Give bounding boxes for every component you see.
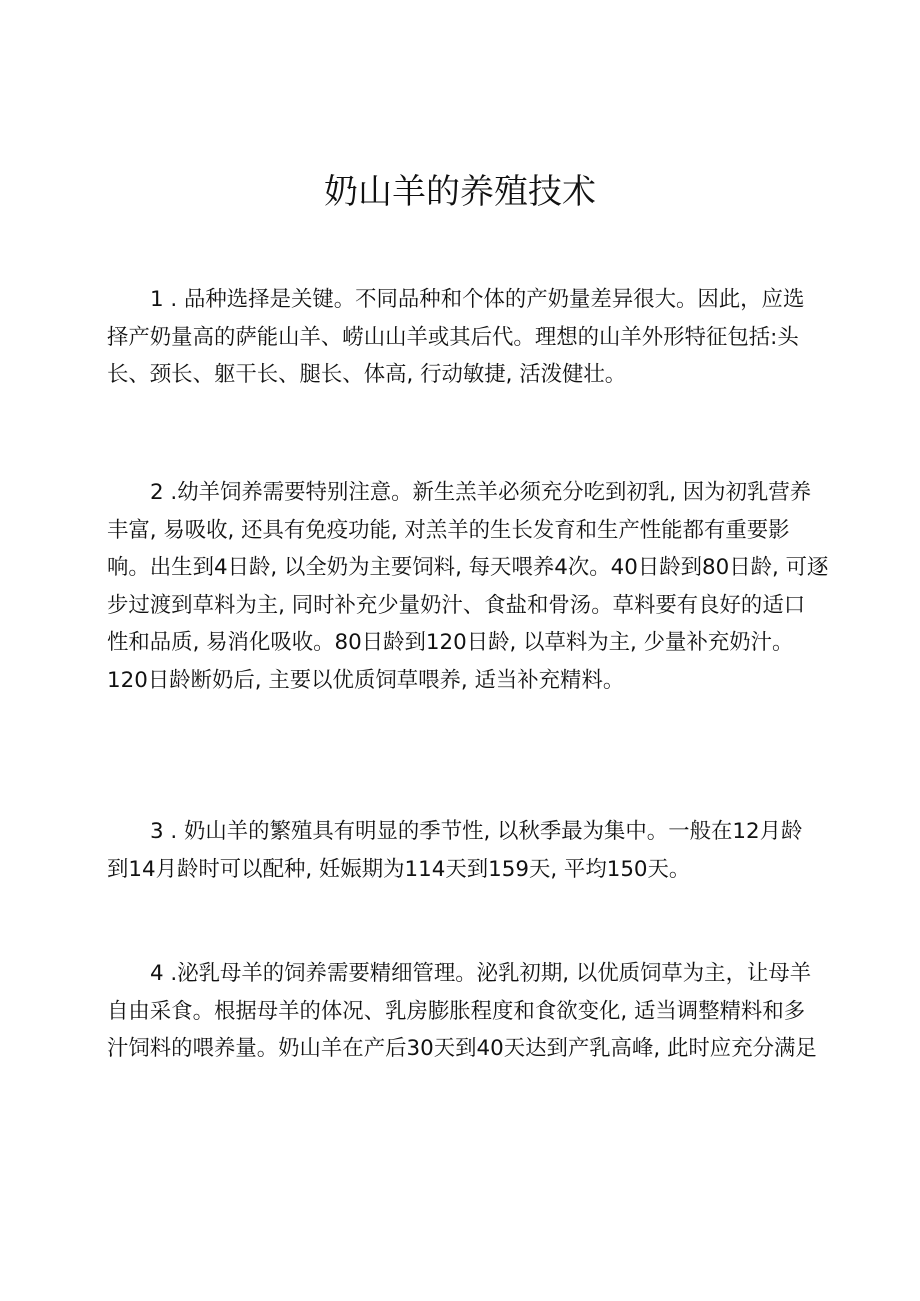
paragraph-3 bbox=[107, 813, 827, 888]
paragraph-2 bbox=[107, 474, 827, 699]
paragraph-line: 汁饲料的喂养量。奶山羊在产后30天到40天达到产乳高峰, 此时应充分满足 bbox=[107, 1036, 817, 1061]
document-title: 奶山羊的养殖技术 bbox=[324, 172, 596, 212]
paragraph-line: 120日龄断奶后, 主要以优质饲草喂养, 适当补充精料。 bbox=[107, 667, 625, 693]
paragraph-line: 到14月龄时可以配种, 妊娠期为114天到159天, 平均150天。 bbox=[107, 856, 691, 882]
paragraph-4 bbox=[107, 955, 827, 1068]
paragraph-1 bbox=[107, 281, 827, 394]
paragraph-line: 长、颈长、躯干长、腿长、体高, 行动敏捷, 活泼健壮。 bbox=[107, 362, 627, 387]
paragraph-line: 响。出生到4日龄, 以全奶为主要饲料, 每天喂养4次。40日龄到80日龄, 可逐 bbox=[107, 555, 829, 580]
paragraph-line: 3 . 奶山羊的繁殖具有明显的季节性, 以秋季最为集中。一般在12月龄 bbox=[150, 819, 803, 844]
paragraph-line: 丰富, 易吸收, 还具有免疫功能, 对羔羊的生长发育和生产性能都有重要影 bbox=[107, 517, 790, 543]
paragraph-line: 自由采食。根据母羊的体况、乳房膨胀程度和食欲变化, 适当调整精料和多 bbox=[107, 998, 806, 1024]
paragraph-line: 4 .泌乳母羊的饲养需要精细管理。泌乳初期, 以优质饲草为主，让母羊 bbox=[150, 961, 812, 986]
paragraph-line: 2 .幼羊饲养需要特别注意。新生羔羊必须充分吃到初乳, 因为初乳营养 bbox=[150, 480, 812, 505]
paragraph-line: 1 . 品种选择是关键。不同品种和个体的产奶量差异很大。因此，应选 bbox=[150, 287, 805, 312]
paragraph-line: 择产奶量高的萨能山羊、崂山山羊或其后代。理想的山羊外形特征包括:头 bbox=[107, 324, 799, 350]
paragraph-line: 步过渡到草料为主, 同时补充少量奶汁、食盐和骨汤。草料要有良好的适口 bbox=[107, 592, 806, 618]
paragraph-line: 性和品质, 易消化吸收。80日龄到120日龄, 以草料为主, 少量补充奶汁。 bbox=[107, 630, 794, 655]
